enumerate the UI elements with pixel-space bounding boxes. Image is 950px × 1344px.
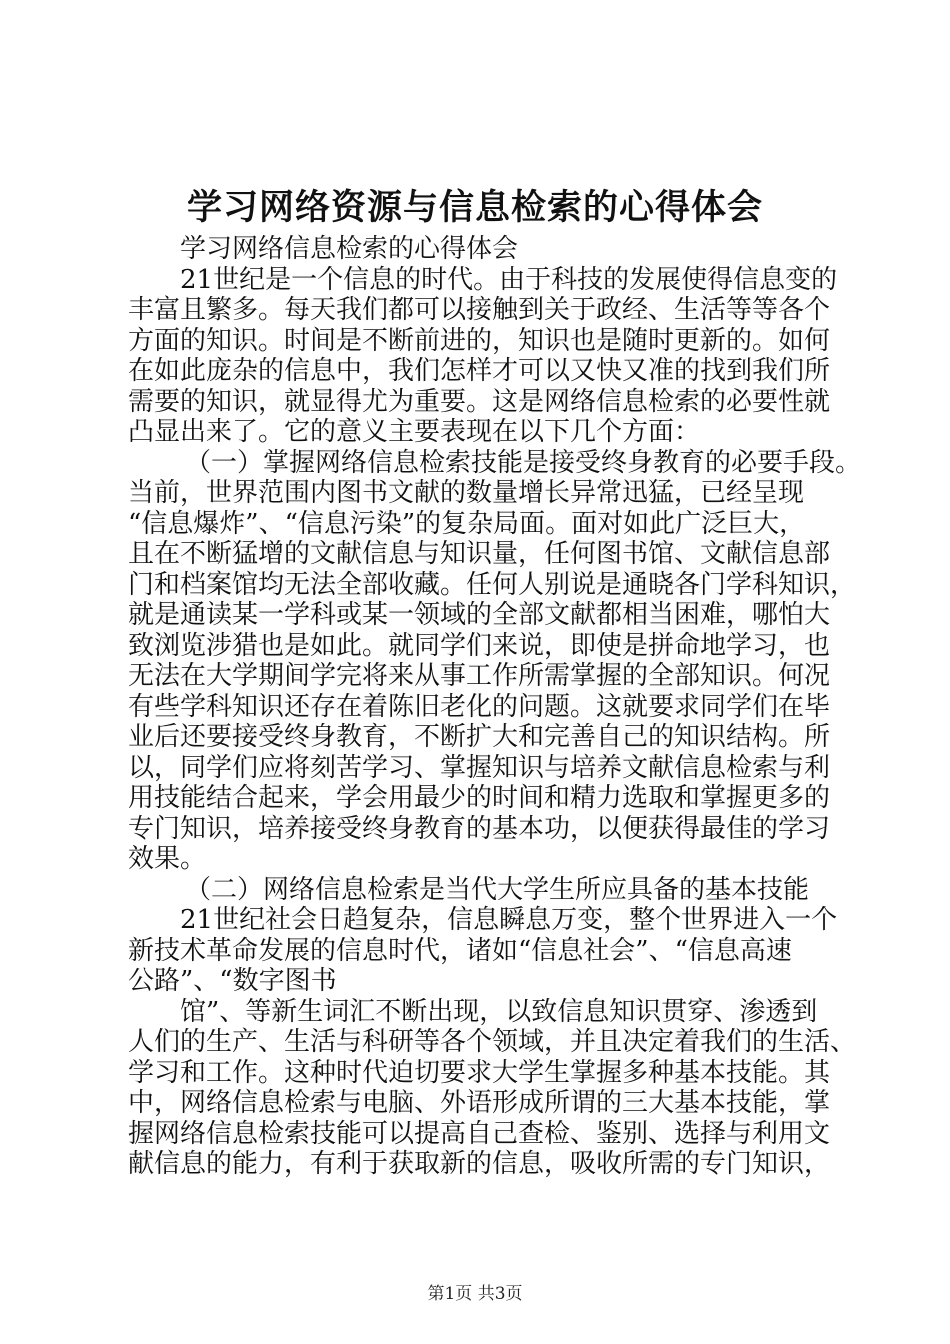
body-line: 且在不断猛增的文献信息与知识量，任何图书馆、文献信息部 bbox=[128, 539, 831, 569]
body-line: 致浏览涉猎也是如此。就同学们来说，即使是拼命地学习，也 bbox=[128, 630, 831, 661]
page-indicator: 第1页 共3页 bbox=[427, 1284, 523, 1304]
body-line: （二）网络信息检索是当代大学生所应具备的基本技能 bbox=[185, 874, 810, 905]
body-line: 效果。 bbox=[128, 844, 207, 874]
body-line: 有些学科知识还存在着陈旧老化的问题。这就要求同学们在毕 bbox=[128, 691, 831, 722]
body-line: 当前，世界范围内图书文献的数量增长异常迅猛，已经呈现 bbox=[128, 478, 805, 508]
body-line: 中，网络信息检索与电脑、外语形成所谓的三大基本技能，掌 bbox=[128, 1088, 831, 1118]
body-line: 凸显出来了。它的意义主要表现在以下几个方面： bbox=[128, 417, 701, 447]
body-line: 用技能结合起来，学会用最少的时间和精力选取和掌握更多的 bbox=[128, 783, 831, 813]
body-line: 馆”、等新生词汇不断出现，以致信息知识贯穿、渗透到 bbox=[180, 996, 818, 1027]
body-line: 在如此庞杂的信息中，我们怎样才可以又快又准的找到我们所 bbox=[128, 356, 831, 386]
body-line: 门和档案馆均无法全部收藏。任何人别说是通晓各门学科知识， bbox=[128, 569, 857, 600]
body-line: 就是通读某一学科或某一领域的全部文献都相当困难，哪怕大 bbox=[128, 600, 831, 630]
body-line: 21世纪社会日趋复杂，信息瞬息万变，整个世界进入一个 bbox=[180, 905, 838, 935]
body-line: 学习网络信息检索的心得体会 bbox=[180, 234, 519, 264]
body-line: 业后还要接受终身教育，不断扩大和完善自己的知识结构。所 bbox=[128, 722, 831, 752]
body-line: 需要的知识，就显得尤为重要。这是网络信息检索的必要性就 bbox=[128, 386, 831, 417]
body-line: 学习和工作。这种时代迫切要求大学生掌握多种基本技能。其 bbox=[128, 1057, 831, 1088]
body-line: 以，同学们应将刻苦学习、掌握知识与培养文献信息检索与利 bbox=[128, 752, 831, 783]
body-line: 无法在大学期间学完将来从事工作所需掌握的全部知识。何况 bbox=[128, 661, 831, 691]
body-line: 方面的知识。时间是不断前进的，知识也是随时更新的。如何 bbox=[128, 325, 831, 356]
body-line: “信息爆炸”、“信息污染”的复杂局面。面对如此广泛巨大， bbox=[128, 508, 806, 539]
document-title: 学习网络资源与信息检索的心得体会 bbox=[186, 187, 763, 228]
document-body bbox=[128, 234, 868, 1180]
body-line: 专门知识，培养接受终身教育的基本功，以便获得最佳的学习 bbox=[128, 813, 831, 844]
body-line: 献信息的能力，有利于获取新的信息，吸收所需的专门知识， bbox=[128, 1149, 831, 1179]
body-line: 握网络信息检索技能可以提高自己查检、鉴别、选择与利用文 bbox=[128, 1118, 831, 1149]
body-line: 人们的生产、生活与科研等各个领域，并且决定着我们的生活、 bbox=[128, 1027, 857, 1057]
body-line: 新技术革命发展的信息时代，诸如“信息社会”、“信息高速 bbox=[128, 935, 792, 966]
body-line: 公路”、“数字图书 bbox=[128, 966, 337, 996]
body-line: 21世纪是一个信息的时代。由于科技的发展使得信息变的 bbox=[180, 264, 838, 295]
body-line: （一）掌握网络信息检索技能是接受终身教育的必要手段。 bbox=[185, 447, 862, 478]
body-line: 丰富且繁多。每天我们都可以接触到关于政经、生活等等各个 bbox=[128, 295, 831, 325]
